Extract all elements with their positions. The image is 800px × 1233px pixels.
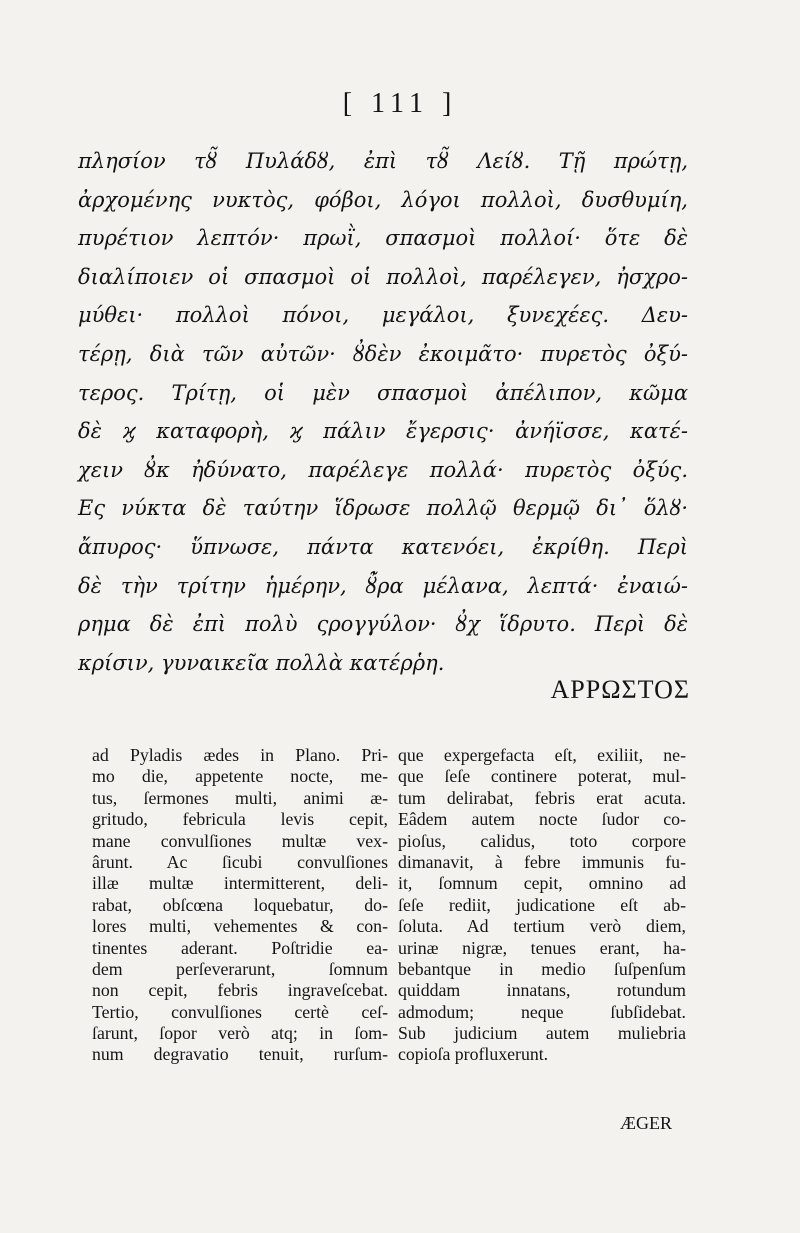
greek-line: πυρέτιον λεπτόν· πρωῒ, σπασμοὶ πολλοί· ὅτε δὲ [78, 226, 688, 251]
greek-line: ρημα δὲ ἐπὶ πολὺ ςρογγύλον· ȣ̓χ ἵδρυτο. Περὶ δὲ [78, 612, 688, 637]
latin-line: tus, ſermones multi, animi æ- [92, 787, 388, 808]
latin-line: tinentes aderant. Poſtridie ea- [92, 937, 388, 958]
greek-line: χειν ȣ̓κ ἠδύνατο, παρέλεγε πολλά· πυρετὸς ὀξύς. [78, 457, 688, 482]
latin-line: rabat, obſcœna loquebatur, do- [92, 894, 388, 915]
latin-line: it, ſomnum cepit, omnino ad [398, 873, 686, 894]
latin-line: dimanavit, à febre immunis fu- [398, 851, 686, 872]
latin-line: ad Pyladis ædes in Plano. Pri- [92, 745, 388, 765]
latin-line: admodum; neque ſubſidebat. [398, 1001, 686, 1022]
latin-line: ſarunt, ſopor verò atq; in ſom- [92, 1023, 388, 1044]
greek-line: διαλίποιεν οἱ σπασμοὶ οἱ πολλοὶ, παρέλεγεν, ἠσχρο- [78, 264, 688, 289]
page-number: [ 111 ] [342, 88, 458, 119]
latin-line: ſeſe rediit, judicatione eſt ab- [398, 894, 686, 915]
latin-line: bebantque in medio ſuſpenſum [398, 958, 686, 979]
latin-line: urinæ nigræ, tenues erant, ha- [398, 937, 686, 958]
column-gutter [388, 745, 389, 1075]
greek-line: δὲ τὴν τρίτην ἡμέρην, ȣ̓̃ρα μέλανα, λεπτά· ἐναιώ- [78, 573, 688, 598]
latin-line: num degravatio tenuit, rurſum- [92, 1044, 388, 1065]
catchword: ÆGER [620, 1113, 673, 1133]
section-title: ΑΡΡΩΣΤΟΣ [550, 675, 690, 704]
greek-line: κρίσιν, γυναικεῖα πολλὰ κατέρῥη. [78, 650, 445, 675]
latin-line: Eâdem autem nocte ſudor co- [398, 809, 686, 830]
greek-line: μύθει· πολλοὶ πόνοι, μεγάλοι, ξυνεχέες. Δευ- [78, 303, 688, 328]
latin-line: mane convulſiones multæ vex- [92, 830, 388, 851]
greek-line: δὲ ϗ καταφορὴ, ϗ πάλιν ἔγερσις· ἀνήϊσσε, κατέ- [78, 419, 688, 444]
latin-line: copioſa profluxerunt. [398, 1044, 549, 1065]
greek-line: τέρῃ, διὰ τῶν αὐτῶν· ȣ̓δὲν ἐκοιμᾶτο· πυρετὸς ὀξύ- [78, 341, 688, 366]
greek-line: ἀρχομένης νυκτὸς, φόβοι, λόγοι πολλοὶ, δυσθυμίη, [78, 187, 688, 212]
latin-line: que expergefacta eſt, exiliit, ne- [398, 745, 686, 765]
latin-line: ſoluta. Ad tertium verò diem, [398, 916, 686, 937]
latin-line: gritudo, febricula levis cepit, [92, 809, 388, 830]
greek-line: τερος. Τρίτῃ, οἱ μὲν σπασμοὶ ἀπέλιπον, κῶμα [78, 380, 688, 405]
latin-column-left [92, 745, 388, 1066]
latin-column-right [398, 745, 686, 1066]
greek-text-block [78, 142, 688, 682]
latin-line: que ſeſe continere poterat, mul- [398, 766, 686, 787]
greek-line: πλησίον τȣ̃ Πυλάδȣ, ἐπὶ τȣ̃ Λείȣ. Τῇ πρώτῃ, [78, 149, 688, 173]
latin-line: tum delirabat, febris erat acuta. [398, 787, 686, 808]
latin-line: dem perſeverarunt, ſomnum [92, 958, 388, 979]
latin-line: Tertio, convulſiones certè ceſ- [92, 1001, 388, 1022]
latin-line: Sub judicium autem muliebria [398, 1023, 686, 1044]
greek-line: ἄπυρος· ὕπνωσε, πάντα κατενόει, ἐκρίθη. Περὶ [78, 534, 688, 559]
greek-line: Ες νύκτα δὲ ταύτην ἵδρωσε πολλῷ θερμῷ δι᾽ ὅλȣ· [78, 496, 688, 521]
latin-line: quiddam innatans, rotundum [398, 980, 686, 1001]
latin-line: non cepit, febris ingraveſcebat. [92, 980, 388, 1001]
latin-line: lores multi, vehementes & con- [92, 916, 388, 937]
latin-line: mo die, appetente nocte, me- [92, 766, 388, 787]
latin-line: pioſus, calidus, toto corpore [398, 830, 686, 851]
latin-line: illæ multæ intermitterent, deli- [92, 873, 388, 894]
latin-line: ârunt. Ac ſicubi convulſiones [92, 851, 388, 872]
